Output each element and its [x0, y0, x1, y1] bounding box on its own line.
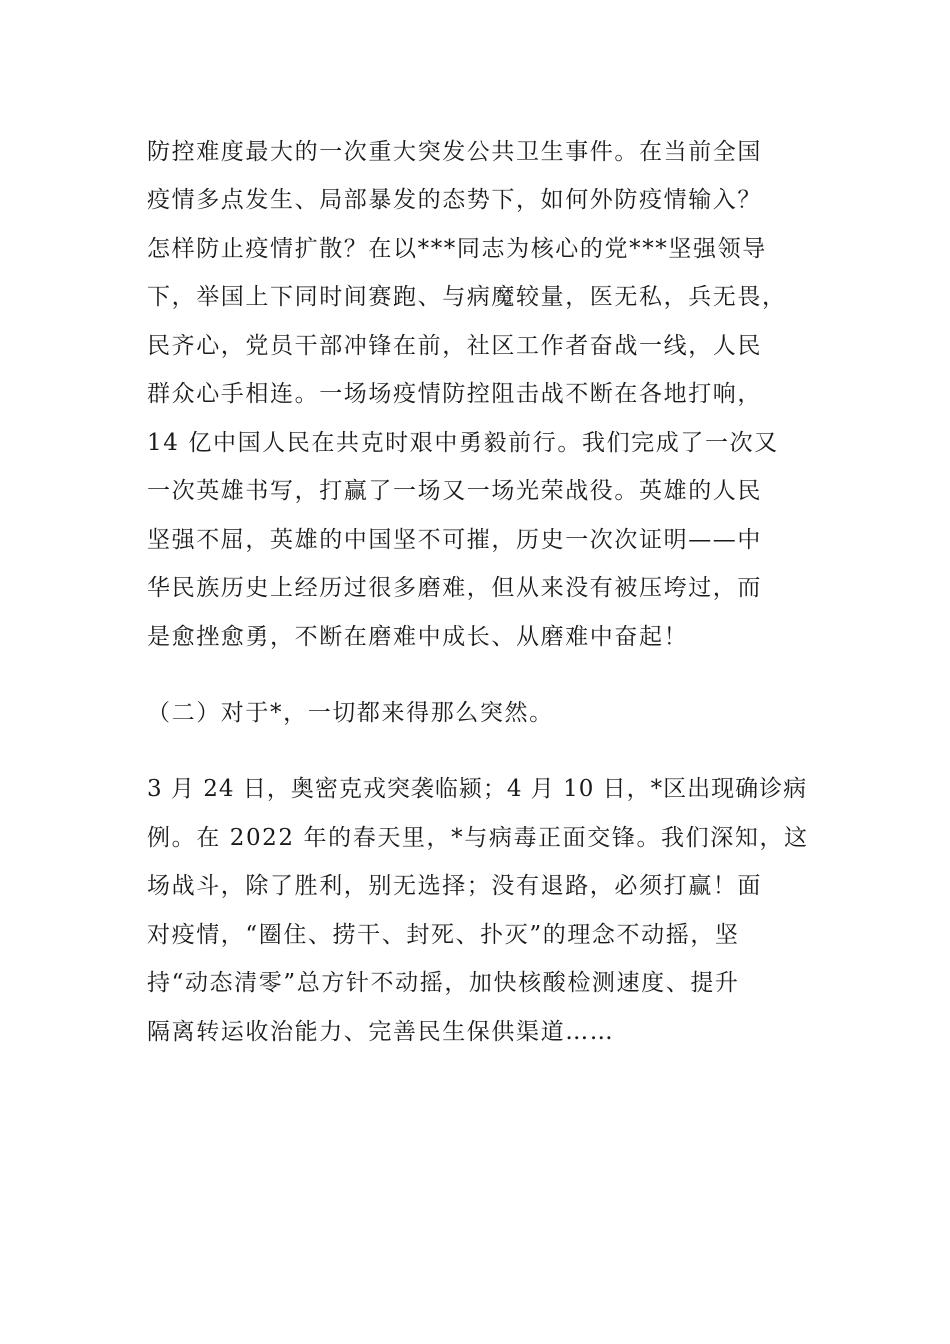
paragraph-1-line-1: 防控难度最大的一次重大突发公共卫生事件。在当前全国 [147, 139, 762, 165]
paragraph-1-line-3: 怎样防止疫情扩散？在以***同志为核心的党***坚强领导 [147, 236, 767, 262]
paragraph-2-line-5: 持“动态清零”总方针不动摇，加快核酸检测速度、提升 [147, 970, 740, 996]
paragraph-1-line-2: 疫情多点发生、局部暴发的态势下，如何外防疫情输入？ [147, 187, 762, 213]
paragraph-1-line-8: 一次英雄书写，打赢了一场又一场光荣战役。英雄的人民 [147, 478, 762, 504]
paragraph-1-line-11: 是愈挫愈勇，不断在磨难中成长、从磨难中奋起！ [147, 624, 689, 650]
section-heading: （二）对于*，一切都来得那么突然。 [147, 700, 554, 726]
paragraph-1-line-6: 群众心手相连。一场场疫情防控阻击战不断在各地打响， [147, 381, 762, 407]
paragraph-1-line-7: 14 亿中国人民在共克时艰中勇毅前行。我们完成了一次又 [147, 430, 779, 456]
paragraph-1-line-5: 民齐心，党员干部冲锋在前，社区工作者奋战一线，人民 [147, 333, 762, 359]
paragraph-1-line-9: 坚强不屈，英雄的中国坚不可摧，历史一次次证明——中 [147, 527, 762, 553]
paragraph-2-line-2: 例。在 2022 年的春天里，*与病毒正面交锋。我们深知，这 [147, 825, 809, 851]
paragraph-2-line-6: 隔离转运收治能力、完善民生保供渠道…… [147, 1019, 615, 1045]
paragraph-1-line-10: 华民族历史上经历过很多磨难，但从来没有被压垮过，而 [147, 575, 762, 601]
paragraph-2-line-1: 3 月 24 日，奥密克戎突袭临颍；4 月 10 日，*区出现确诊病 [147, 776, 808, 802]
paragraph-1-line-4: 下，举国上下同时间赛跑、与病魔较量，医无私，兵无畏， [147, 284, 787, 310]
paragraph-2-line-4: 对疫情，“圈住、捞干、封死、扑灭”的理念不动摇，坚 [147, 922, 740, 948]
paragraph-2-line-3: 场战斗，除了胜利，别无选择；没有退路，必须打赢！面 [147, 873, 762, 899]
